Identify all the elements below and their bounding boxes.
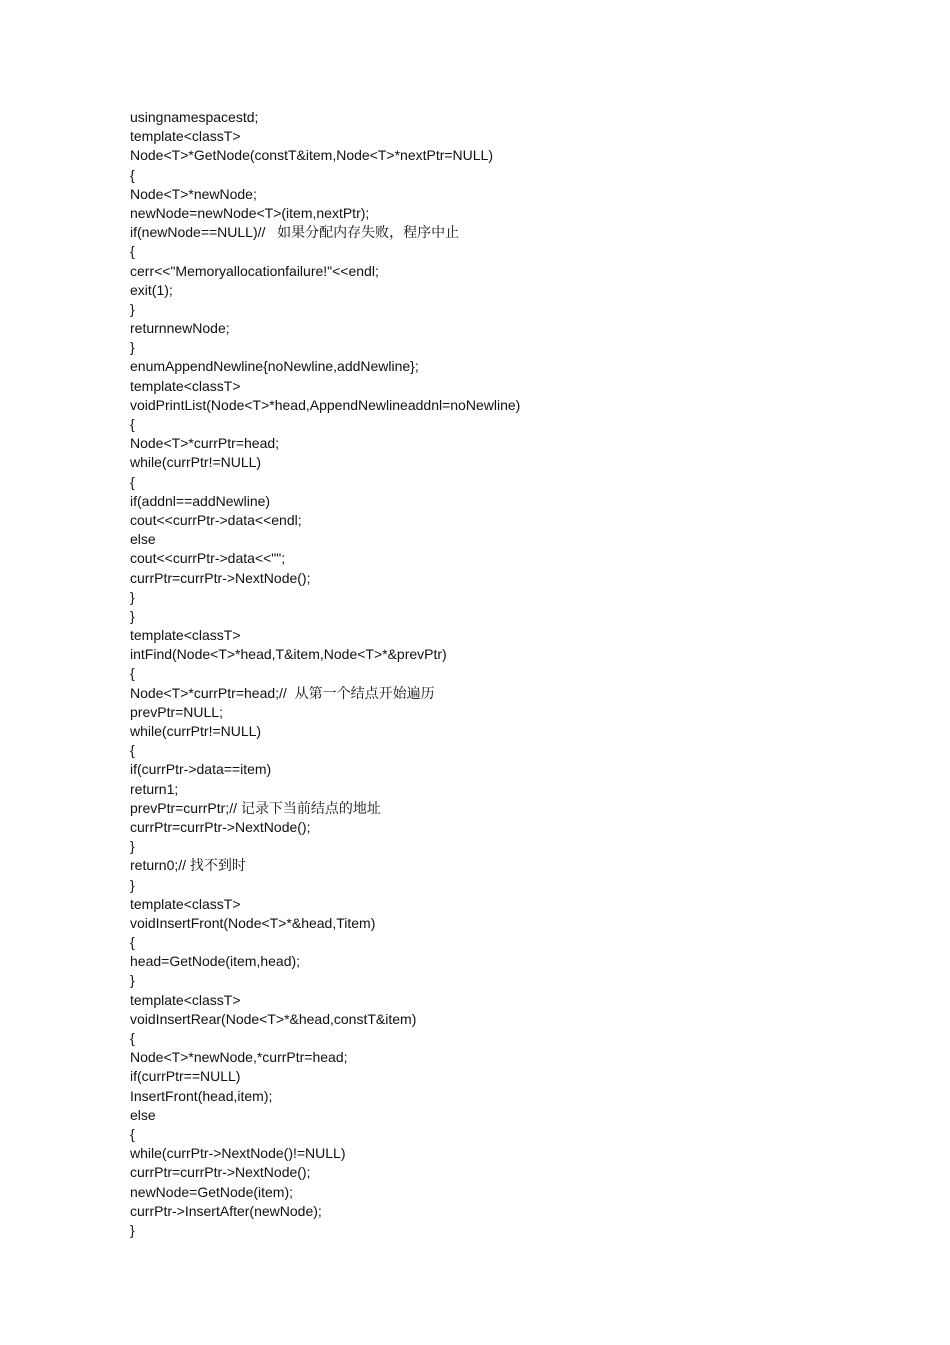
code-line: } [130, 339, 135, 356]
code-line: } [130, 607, 135, 624]
code-line: { [130, 934, 135, 951]
code-line: if(newNode==NULL)// 如果分配内存失败，程序中止 [130, 224, 460, 241]
code-line: Node<T>*currPtr=head;// 从第一个结点开始遍历 [130, 684, 435, 701]
code-line: currPtr=currPtr->NextNode(); [130, 569, 311, 586]
code-line: } [130, 300, 135, 317]
code-line: template<classT> [130, 128, 241, 145]
code-line: return0;// 找不到时 [130, 857, 246, 874]
code-line: if(currPtr->data==item) [130, 761, 272, 778]
code-line: { [130, 166, 135, 183]
code-line: template<classT> [130, 627, 241, 644]
code-listing [130, 108, 890, 1240]
code-line: template<classT> [130, 895, 241, 912]
code-line: } [130, 838, 135, 855]
code-line: prevPtr=NULL; [130, 703, 223, 720]
code-line: while(currPtr!=NULL) [130, 723, 262, 739]
code-line: else [130, 1106, 156, 1123]
code-line: { [130, 665, 135, 682]
code-line: usingnamespacestd; [130, 109, 259, 125]
code-line: currPtr->InsertAfter(newNode); [130, 1202, 322, 1219]
code-line: prevPtr=currPtr;// 记录下当前结点的地址 [130, 799, 381, 816]
code-line: { [130, 243, 135, 260]
code-line: cerr<<"Memoryallocationfailure!"<<endl; [130, 262, 379, 279]
code-line: return1; [130, 780, 179, 797]
code-line: while(currPtr->NextNode()!=NULL) [130, 1145, 346, 1162]
code-line: { [130, 416, 135, 432]
code-line: voidInsertRear(Node<T>*&head,constT&item) [130, 1010, 417, 1027]
code-line: exit(1); [130, 281, 173, 298]
code-line: if(currPtr==NULL) [130, 1068, 241, 1085]
code-line: Node<T>*currPtr=head; [130, 435, 280, 452]
code-line: } [130, 876, 135, 893]
code-line: } [130, 1221, 135, 1238]
code-line: voidPrintList(Node<T>*head,AppendNewlineaddnl=noNewline) [130, 396, 521, 413]
code-line: returnnewNode; [130, 320, 230, 337]
code-line: cout<<currPtr->data<<""; [130, 550, 286, 567]
code-line: InsertFront(head,item); [130, 1087, 273, 1104]
code-line: template<classT> [130, 991, 241, 1008]
code-line: currPtr=currPtr->NextNode(); [130, 1164, 311, 1181]
code-line: Node<T>*GetNode(constT&item,Node<T>*nextPtr=NULL) [130, 147, 494, 164]
code-line: { [130, 1125, 135, 1142]
code-line: voidInsertFront(Node<T>*&head,Titem) [130, 914, 376, 931]
code-line: else [130, 531, 156, 548]
code-line: { [130, 473, 135, 490]
code-line: if(addnl==addNewline) [130, 492, 271, 509]
code-line: cout<<currPtr->data<<endl; [130, 511, 302, 528]
code-line: } [130, 588, 135, 605]
code-line: newNode=GetNode(item); [130, 1183, 294, 1200]
code-line: } [130, 972, 135, 989]
code-line: head=GetNode(item,head); [130, 953, 301, 970]
code-line: Node<T>*newNode,*currPtr=head; [130, 1049, 348, 1066]
code-line: newNode=newNode<T>(item,nextPtr); [130, 204, 370, 221]
code-line: Node<T>*newNode; [130, 185, 257, 202]
code-line: intFind(Node<T>*head,T&item,Node<T>*&prevPtr) [130, 646, 447, 663]
code-line: { [130, 1030, 135, 1046]
code-line: currPtr=currPtr->NextNode(); [130, 818, 311, 835]
code-line: template<classT> [130, 377, 241, 394]
code-line: enumAppendNewline{noNewline,addNewline}; [130, 358, 419, 375]
code-line: while(currPtr!=NULL) [130, 454, 262, 471]
code-line: { [130, 742, 135, 759]
